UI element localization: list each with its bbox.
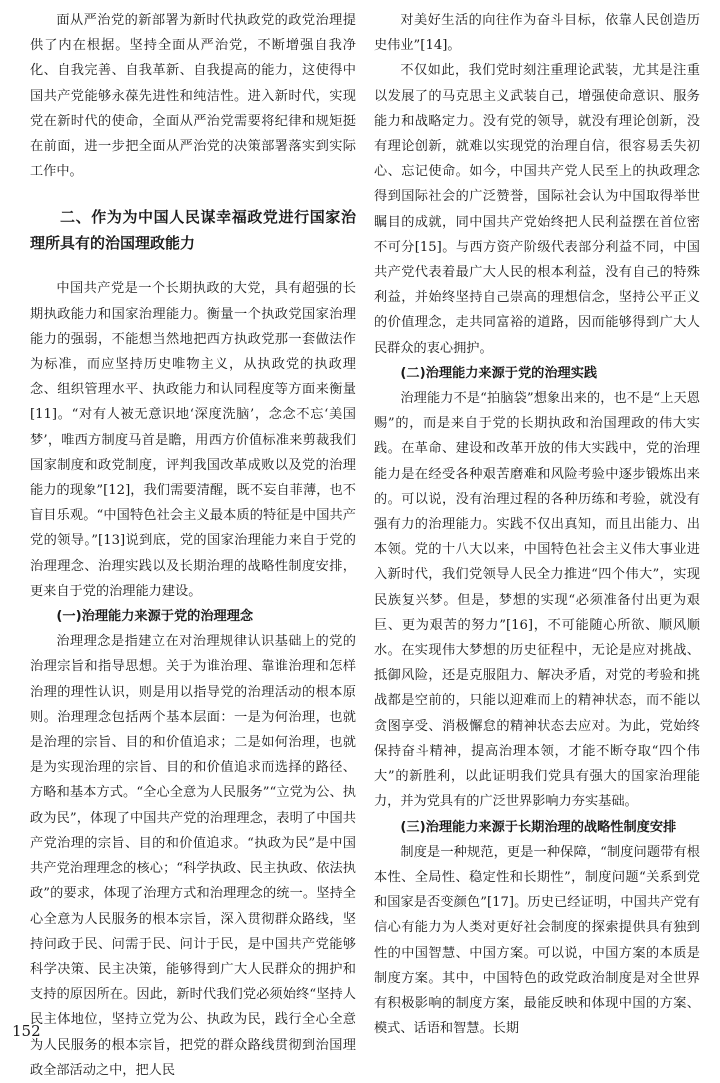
page-number: 152 [12, 1022, 41, 1040]
paragraph: 面从严治党的新部署为新时代执政党的政党治理提供了内在根据。坚持全面从严治党，不断增强自我净化、自我完善、自我革新、自我提高的能力，这使得中国共产党能够永葆先进性和纯洁性。进入新时代，实现党在新时代的使命，全面从严治党需要将纪律和规矩挺在前面，进一步把全面从严治党的决策部署落实到实际工作中。 [30, 13, 356, 180]
left-column [30, 8, 356, 1083]
paragraph: 治理理念是指建立在对治理规律认识基础上的党的治理宗旨和指导思想。关于为谁治理、靠谁治理和怎样治理的理性认识，则是用以指导党的治理活动的根本原则。治理理念包括两个基本层面：一是为何治理，也就是治理的宗旨、目的和价值追求；二是如何治理，也就是为实现治理的宗旨、目的和价值追求而选择的路径、方略和基本方式。“全心全意为人民服务”“立党为公、执政为民”，体现了中国共产党的治理理念，表明了中国共产党治理的宗旨、目的和价值追求。“执政为民”是中国共产党治理理念的核心；“科学执政、民主执政、依法执政”的要求，体现了治理方式和治理理念的统一。坚持全心全意为人民服务的根本宗旨，深入贯彻群众路线，坚持问政于民、问需于民、问计于民，是中国共产党能够科学决策、民主决策，能够得到广大人民群众的拥护和支持的原因所在。因此，新时代我们党必须始终“坚持人民主体地位，坚持立党为公、执政为民，践行全心全意为人民服务的根本宗旨，把党的群众路线贯彻到治国理政全部活动之中，把人民 [30, 634, 356, 1078]
subsection-heading: (三)治理能力来源于长期治理的战略性制度安排 [400, 819, 677, 835]
paragraph: 对美好生活的向往作为奋斗目标，依靠人民创造历史伟业”[14]。 [374, 13, 700, 54]
paragraph: 治理能力不是“拍脑袋”想象出来的，也不是“上天恩赐”的，而是来自于党的长期执政和治国理政的伟大实践。在革命、建设和改革开放的伟大实践中，党的治理能力是在经受各种艰苦磨难和风险考验中逐步锻炼出来的。可以说，没有治理过程的各种历练和考验，就没有强有力的治理能力。实践不仅出真知，而且出能力、出本领。党的十八大以来，中国特色社会主义伟大事业进入新时代，我们党领导人民全力推进“四个伟大”，实现民族复兴梦。但是，梦想的实现“必须准备付出更为艰巨、更为艰苦的努力”[16]，不可能随心所欲、顺风顺水。在实现伟大梦想的历史征程中，无论是应对挑战、抵御风险，还是克服阻力、解决矛盾，对党的考验和挑战都是空前的，只能以迎难而上的精神状态，而不能以贪图享受、消极懈怠的精神状态去应对。为此，党始终保持奋斗精神，提高治理本领，才能不断夺取“四个伟大”的新胜利，以此证明我们党具有强大的国家治理能力，并为党具有的广泛世界影响力夯实基础。 [374, 391, 700, 810]
paragraph: 中国共产党是一个长期执政的大党，具有超强的长期执政能力和国家治理能力。衡量一个执政党国家治理能力的强弱，不能想当然地把西方执政党那一套做法作为标准，而应坚持历史唯物主义，从执政党的执政理念、组织管理水平、执政能力和认同程度等方面来衡量[11]。“对有人被无意识地‘深度洗脑’，念念不忘‘美国梦’，唯西方制度马首是瞻，用西方价值标准来剪裁我们国家制度和政党制度，评判我国改革成败以及党的治理能力的现象”[12]，我们需要清醒，既不妄自菲薄，也不盲目乐观。“中国特色社会主义最本质的特征是中国共产党的领导。”[13]说到底，党的国家治理能力来自于党的治理理念、治理实践以及长期治理的战略性制度安排，更来自于党的治理能力建设。 [30, 281, 356, 599]
right-column [374, 8, 700, 1041]
paragraph: 不仅如此，我们党时刻注重理论武装，尤其是注重以发展了的马克思主义武装自己，增强使命意识、服务能力和战略定力。没有党的领导，就没有理论创新，没有理论创新，就难以实现党的治理自信，很容易丢失初心、忘记使命。如今，中国共产党人民至上的执政理念得到国际社会的广泛赞誉，国际社会认为中国取得举世瞩目的成就，同中国共产党始终把人民利益摆在首位密不可分[15]。与西方资产阶级代表部分利益不同，中国共产党代表着最广大人民的根本利益，没有自己的特殊利益，并始终坚持自己崇高的理想信念，坚持公平正义的价值理念，走共同富裕的道路，因而能够得到广大人民群众的衷心拥护。 [374, 63, 700, 356]
subsection-heading: (二)治理能力来源于党的治理实践 [400, 365, 598, 381]
subsection-heading: (一)治理能力来源于党的治理理念 [56, 609, 254, 625]
section-heading: 二、作为为中国人民谋幸福政党进行国家治理所具有的治国理政能力 [30, 208, 356, 253]
paragraph: 制度是一种规范，更是一种保障，“制度问题带有根本性、全局性、稳定性和长期性”，制度问题“关系到党和国家是否变颜色”[17]。历史已经证明，中国共产党有信心有能力为人类对更好社会制度的探索提供具有独到性的中国智慧、中国方案。可以说，中国方案的本质是制度方案。其中，中国特色的政党政治制度是对全世界有积极影响的制度方案，最能反映和体现中国的方案、模式、话语和智慧。长期 [374, 844, 700, 1037]
